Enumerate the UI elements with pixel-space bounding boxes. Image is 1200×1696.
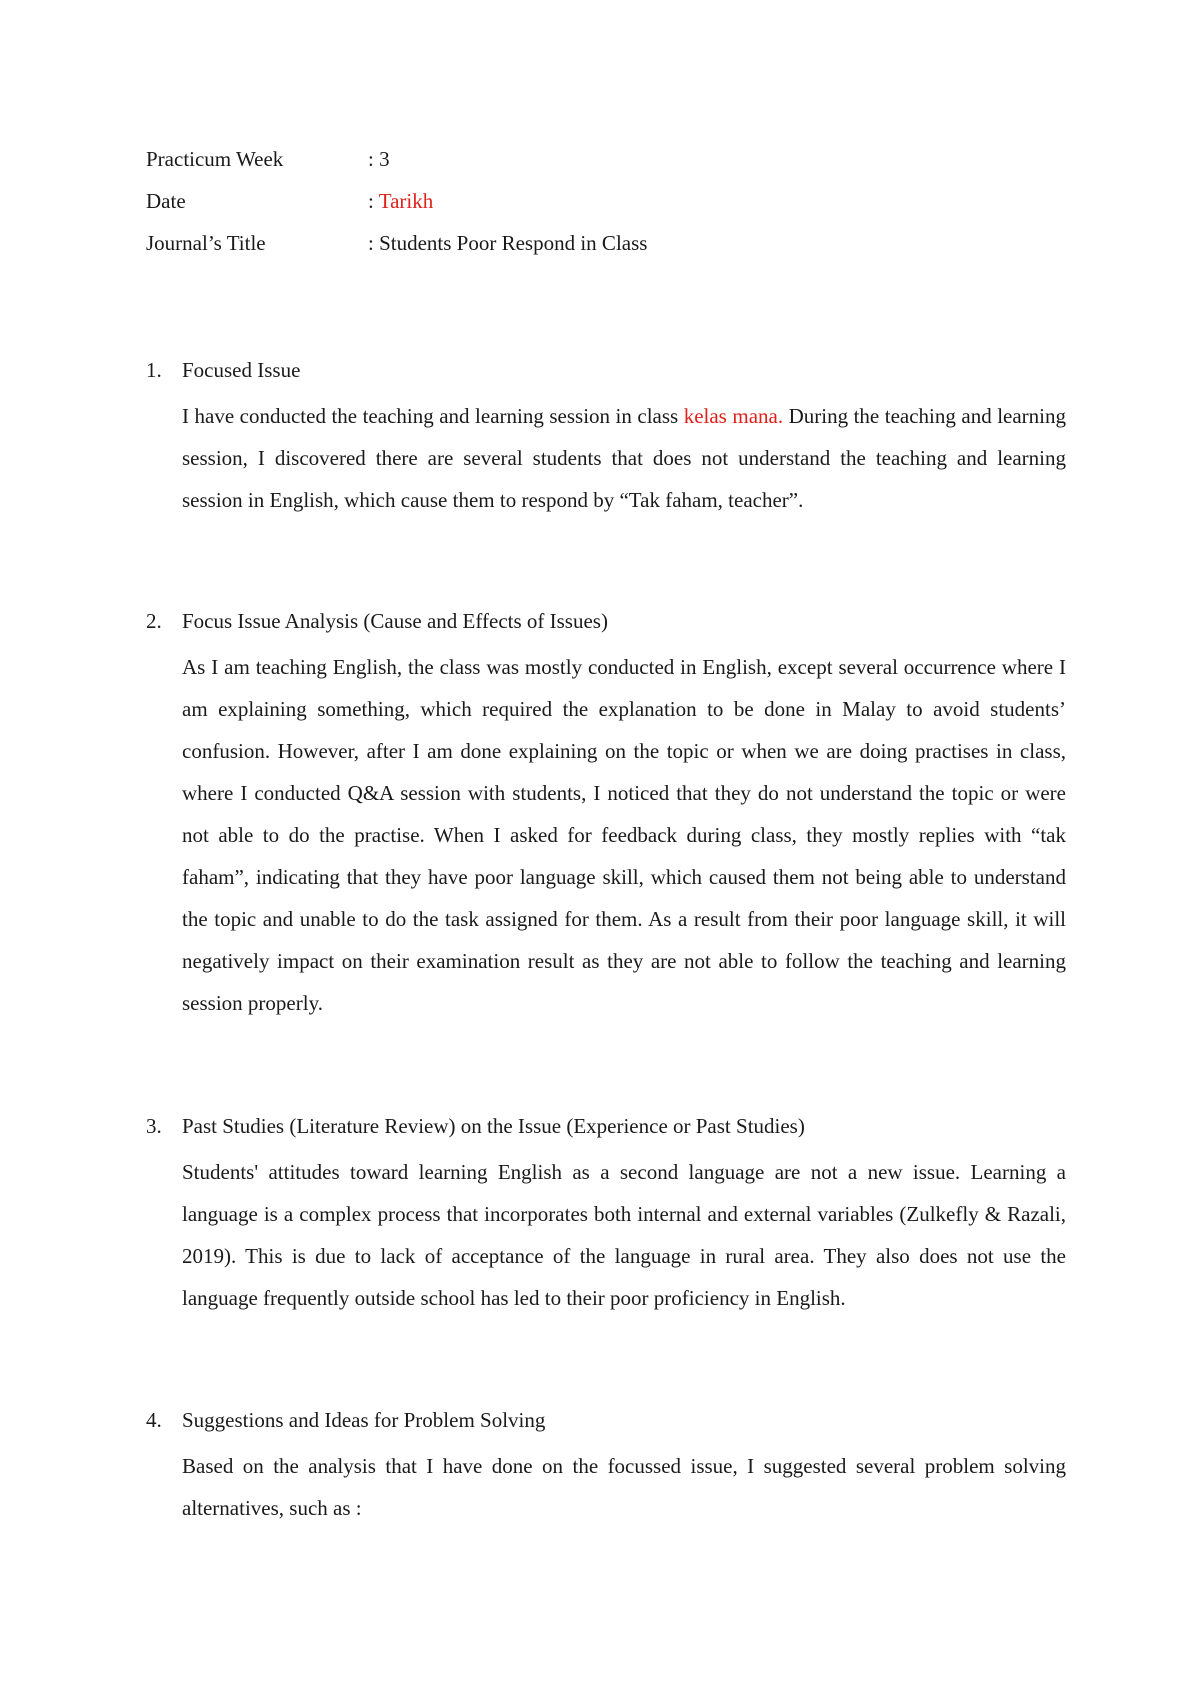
body-text-end: During the teaching and learning session, I discovered there are several students that does not understand the teaching and learning session in English, which cause them to respond by “Tak faham, teacher”.: [182, 404, 1067, 512]
practicum-week-value: : 3: [368, 147, 390, 171]
section-number: 4.: [146, 1408, 162, 1432]
body-text-start: I have conducted the teaching and learning session in class: [182, 404, 684, 428]
journal-header: [146, 142, 1046, 268]
section-focused-issue: [146, 353, 1066, 542]
section-heading-row: [146, 1403, 1066, 1445]
practicum-week-row: [146, 142, 1046, 184]
section-suggestions: [146, 1403, 1066, 1550]
section-heading-row: [146, 604, 1066, 646]
journal-title-row: [146, 226, 1046, 268]
section-past-studies: [146, 1109, 1066, 1340]
section-number: 2.: [146, 609, 162, 633]
date-colon: :: [368, 189, 379, 213]
section-body: Based on the analysis that I have done on the focussed issue, I suggested several problem solving alternatives, such as :: [182, 1454, 1066, 1520]
date-value-wrap: [368, 184, 433, 226]
date-value: Tarikh: [378, 189, 434, 213]
section-heading: Focused Issue: [182, 358, 301, 382]
section-body: [182, 395, 1066, 521]
journal-title-value: : Students Poor Respond in Class: [368, 231, 648, 255]
section-focus-issue-analysis: [146, 604, 1066, 1045]
section-heading-row: [146, 1109, 1066, 1151]
section-number: 1.: [146, 358, 162, 382]
date-row: [146, 184, 1046, 226]
section-heading-row: [146, 353, 1066, 395]
class-placeholder: kelas mana.: [683, 404, 784, 428]
date-label: Date: [146, 189, 186, 213]
section-heading: Focus Issue Analysis (Cause and Effects of Issues): [182, 609, 608, 633]
section-number: 3.: [146, 1114, 162, 1138]
section-body: Students' attitudes toward learning English as a second language are not a new issue. Learning a language is a complex process that incorporates both internal and external variables (Zulkefly & Razali, 2019). This is due to lack of acceptance of the language in rural area. They also does not use the language frequently outside school has led to their poor proficiency in English.: [182, 1160, 1066, 1310]
section-heading: Suggestions and Ideas for Problem Solving: [182, 1408, 546, 1432]
journal-title-label: Journal’s Title: [146, 231, 266, 255]
section-body: As I am teaching English, the class was mostly conducted in English, except several occurrence where I am explaining something, which required the explanation to be done in Malay to avoid students’ confusion. However, after I am done explaining on the topic or when we are doing practises in class, where I conducted Q&A session with students, I noticed that they do not understand the topic or were not able to do the practise. When I asked for feedback during class, they mostly replies with “tak faham”, indicating that they have poor language skill, which caused them not being able to understand the topic and unable to do the task assigned for them. As a result from their poor language skill, it will negatively impact on their examination result as they are not able to follow the teaching and learning session properly.: [182, 655, 1066, 1015]
practicum-week-label: Practicum Week: [146, 147, 284, 171]
section-heading: Past Studies (Literature Review) on the Issue (Experience or Past Studies): [182, 1114, 805, 1138]
